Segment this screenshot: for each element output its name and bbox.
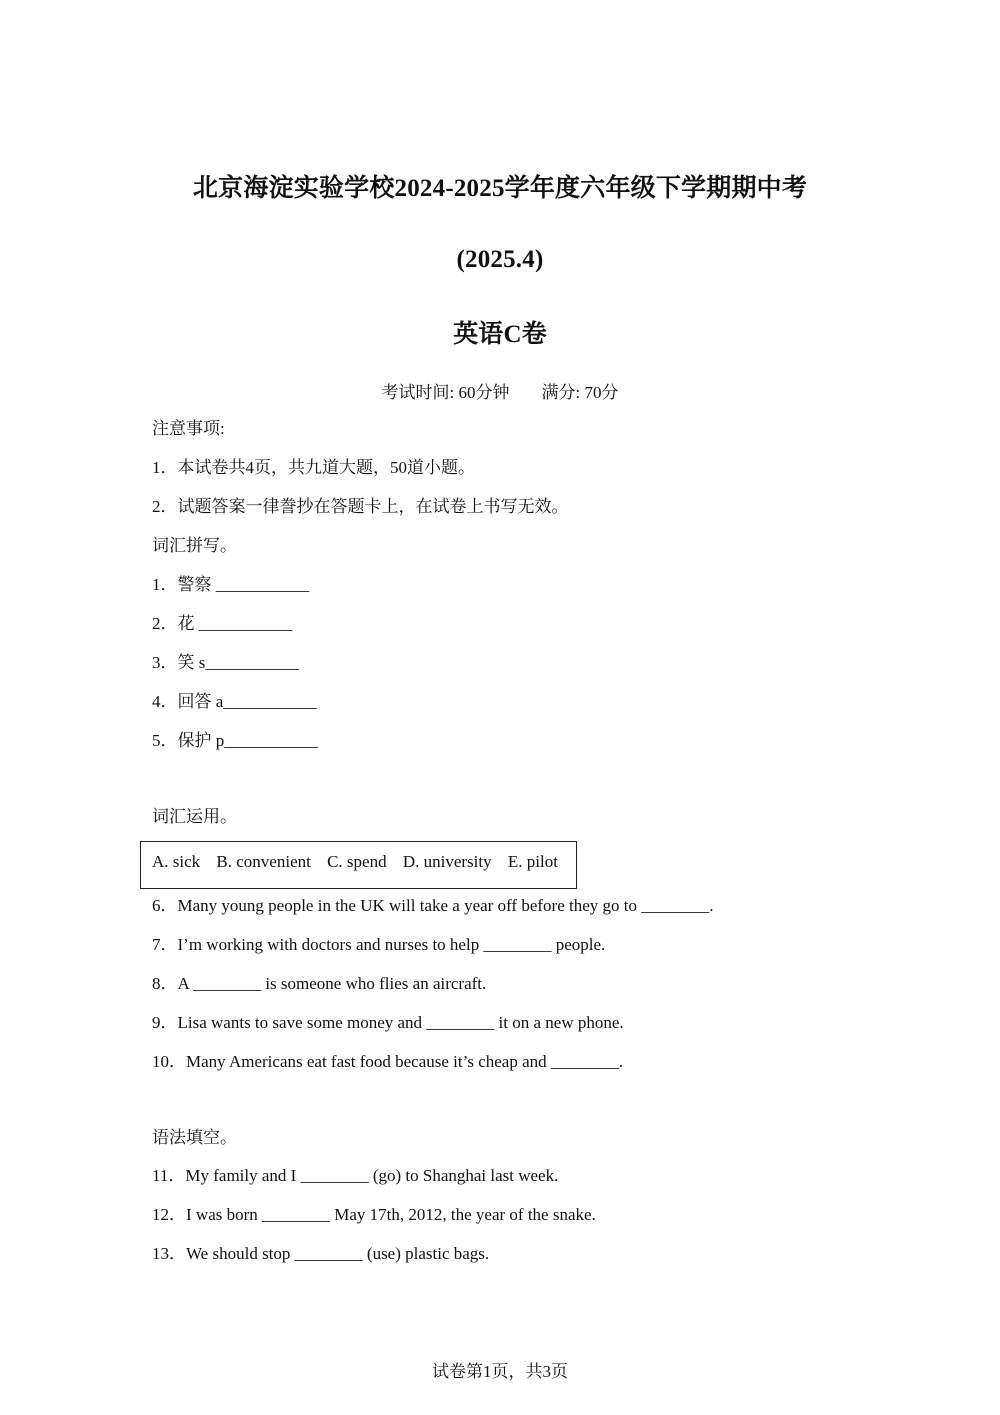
option-b: B. convenient bbox=[216, 852, 311, 871]
option-c: C. spend bbox=[327, 852, 387, 871]
question-12: 12．I was born ________ May 17th, 2012, the year of the snake. bbox=[152, 1205, 596, 1224]
note-item-1: 1．本试卷共4页，共九道大题，50道小题。 bbox=[152, 458, 475, 477]
question-8: 8．A ________ is someone who flies an aircraft. bbox=[152, 974, 487, 993]
full-score: 满分: 70分 bbox=[541, 383, 619, 402]
option-e: E. pilot bbox=[507, 852, 558, 871]
exam-subtitle: 英语C卷 bbox=[453, 321, 547, 348]
word-options bbox=[152, 852, 558, 872]
exam-meta bbox=[0, 378, 1000, 403]
note-item-2: 2．试题答案一律誊抄在答题卡上，在试卷上书写无效。 bbox=[152, 497, 569, 516]
option-a: A. sick bbox=[152, 852, 201, 871]
notes-heading: 注意事项: bbox=[152, 419, 225, 438]
question-6: 6．Many young people in the UK will take a year off before they go to ________. bbox=[152, 896, 714, 915]
section-heading-grammar: 语法填空。 bbox=[152, 1128, 237, 1147]
exam-time: 考试时间: 60分钟 bbox=[381, 383, 510, 402]
question-4: 4．回答 a___________ bbox=[152, 692, 317, 711]
question-2: 2．花 ___________ bbox=[152, 614, 293, 633]
question-13: 13．We should stop ________ (use) plastic bags. bbox=[152, 1244, 490, 1263]
question-11: 11．My family and I ________ (go) to Shanghai last week. bbox=[152, 1166, 559, 1185]
question-5: 5．保护 p___________ bbox=[152, 731, 318, 750]
question-3: 3．笑 s___________ bbox=[152, 653, 299, 672]
question-10: 10．Many Americans eat fast food because it’s cheap and ________. bbox=[152, 1052, 624, 1071]
section-heading-usage: 词汇运用。 bbox=[152, 807, 237, 826]
question-1: 1．警察 ___________ bbox=[152, 575, 310, 594]
exam-title-line2: (2025.4) bbox=[456, 246, 544, 273]
section-heading-spelling: 词汇拼写。 bbox=[152, 536, 237, 555]
word-options-box bbox=[140, 841, 577, 889]
exam-title-line1: 北京海淀实验学校2024-2025学年度六年级下学期期中考 bbox=[192, 175, 808, 202]
page-footer: 试卷第1页，共3页 bbox=[432, 1362, 568, 1381]
question-9: 9．Lisa wants to save some money and ________ it on a new phone. bbox=[152, 1013, 624, 1032]
option-d: D. university bbox=[402, 852, 492, 871]
question-7: 7．I’m working with doctors and nurses to help ________ people. bbox=[152, 935, 606, 954]
